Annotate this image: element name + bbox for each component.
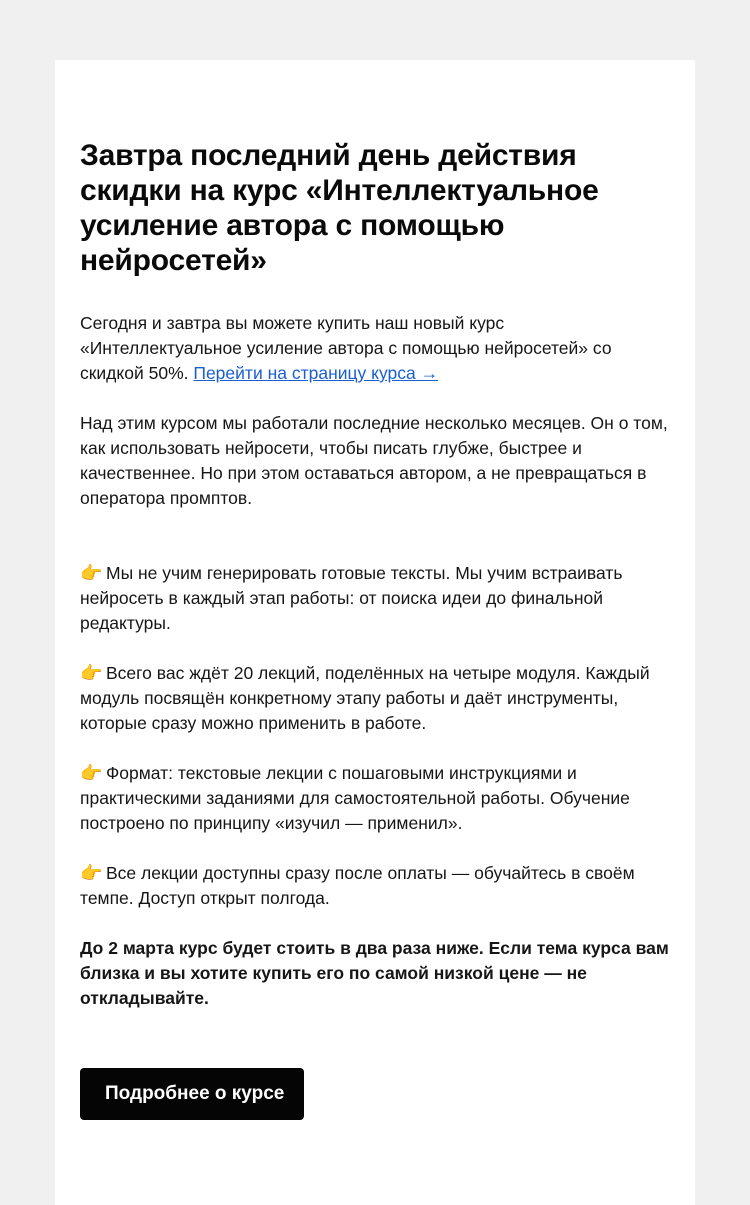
- bullet-text: Все лекции доступны сразу после оплаты — обучайтесь в своём темпе. Доступ открыт полгода.: [80, 863, 635, 908]
- email-content: [80, 138, 670, 1120]
- bullet-item: [80, 861, 670, 911]
- intro-text: Сегодня и завтра вы можете купить наш новый курс «Интеллектуальное усиление автора с помощью нейросетей» со скидкой 50%.: [80, 313, 612, 383]
- email-card: [55, 60, 695, 1205]
- bullet-text: Формат: текстовые лекции с пошаговыми инструкциями и практическими заданиями для самостоятельной работы. Обучение построено по принципу «изучил — применил».: [80, 763, 630, 833]
- bullet-item: [80, 561, 670, 636]
- bullet-text: Всего вас ждёт 20 лекций, поделённых на четыре модуля. Каждый модуль посвящён конкретному этапу работы и даёт инструменты, которые сразу можно применить в работе.: [80, 663, 650, 733]
- about-paragraph: Над этим курсом мы работали последние несколько месяцев. Он о том, как использовать нейросети, чтобы писать глубже, быстрее и качественнее. Но при этом оставаться автором, а не превращаться в оператора промптов.: [80, 413, 668, 508]
- pointing-right-hand-icon: 👉: [80, 663, 103, 683]
- pointing-right-hand-icon: 👉: [80, 763, 103, 783]
- bullet-item: [80, 761, 670, 836]
- course-page-link[interactable]: Перейти на страницу курса →: [193, 363, 439, 383]
- intro-paragraph: [80, 311, 670, 386]
- more-about-course-button[interactable]: Подробнее о курсе: [80, 1068, 304, 1120]
- bullet-item: [80, 661, 670, 736]
- deadline-note: До 2 марта курс будет стоить в два раза ниже. Если тема курса вам близка и вы хотите купить его по самой низкой цене — не откладывайте.: [80, 938, 669, 1008]
- bullet-text: Мы не учим генерировать готовые тексты. Мы учим встраивать нейросеть в каждый этап работы: от поиска идеи до финальной редактуры.: [80, 563, 623, 633]
- pointing-right-hand-icon: 👉: [80, 863, 103, 883]
- email-headline: Завтра последний день действия скидки на курс «Интеллектуальное усиление автора с помощью нейросетей»: [80, 139, 599, 277]
- pointing-right-hand-icon: 👉: [80, 563, 103, 583]
